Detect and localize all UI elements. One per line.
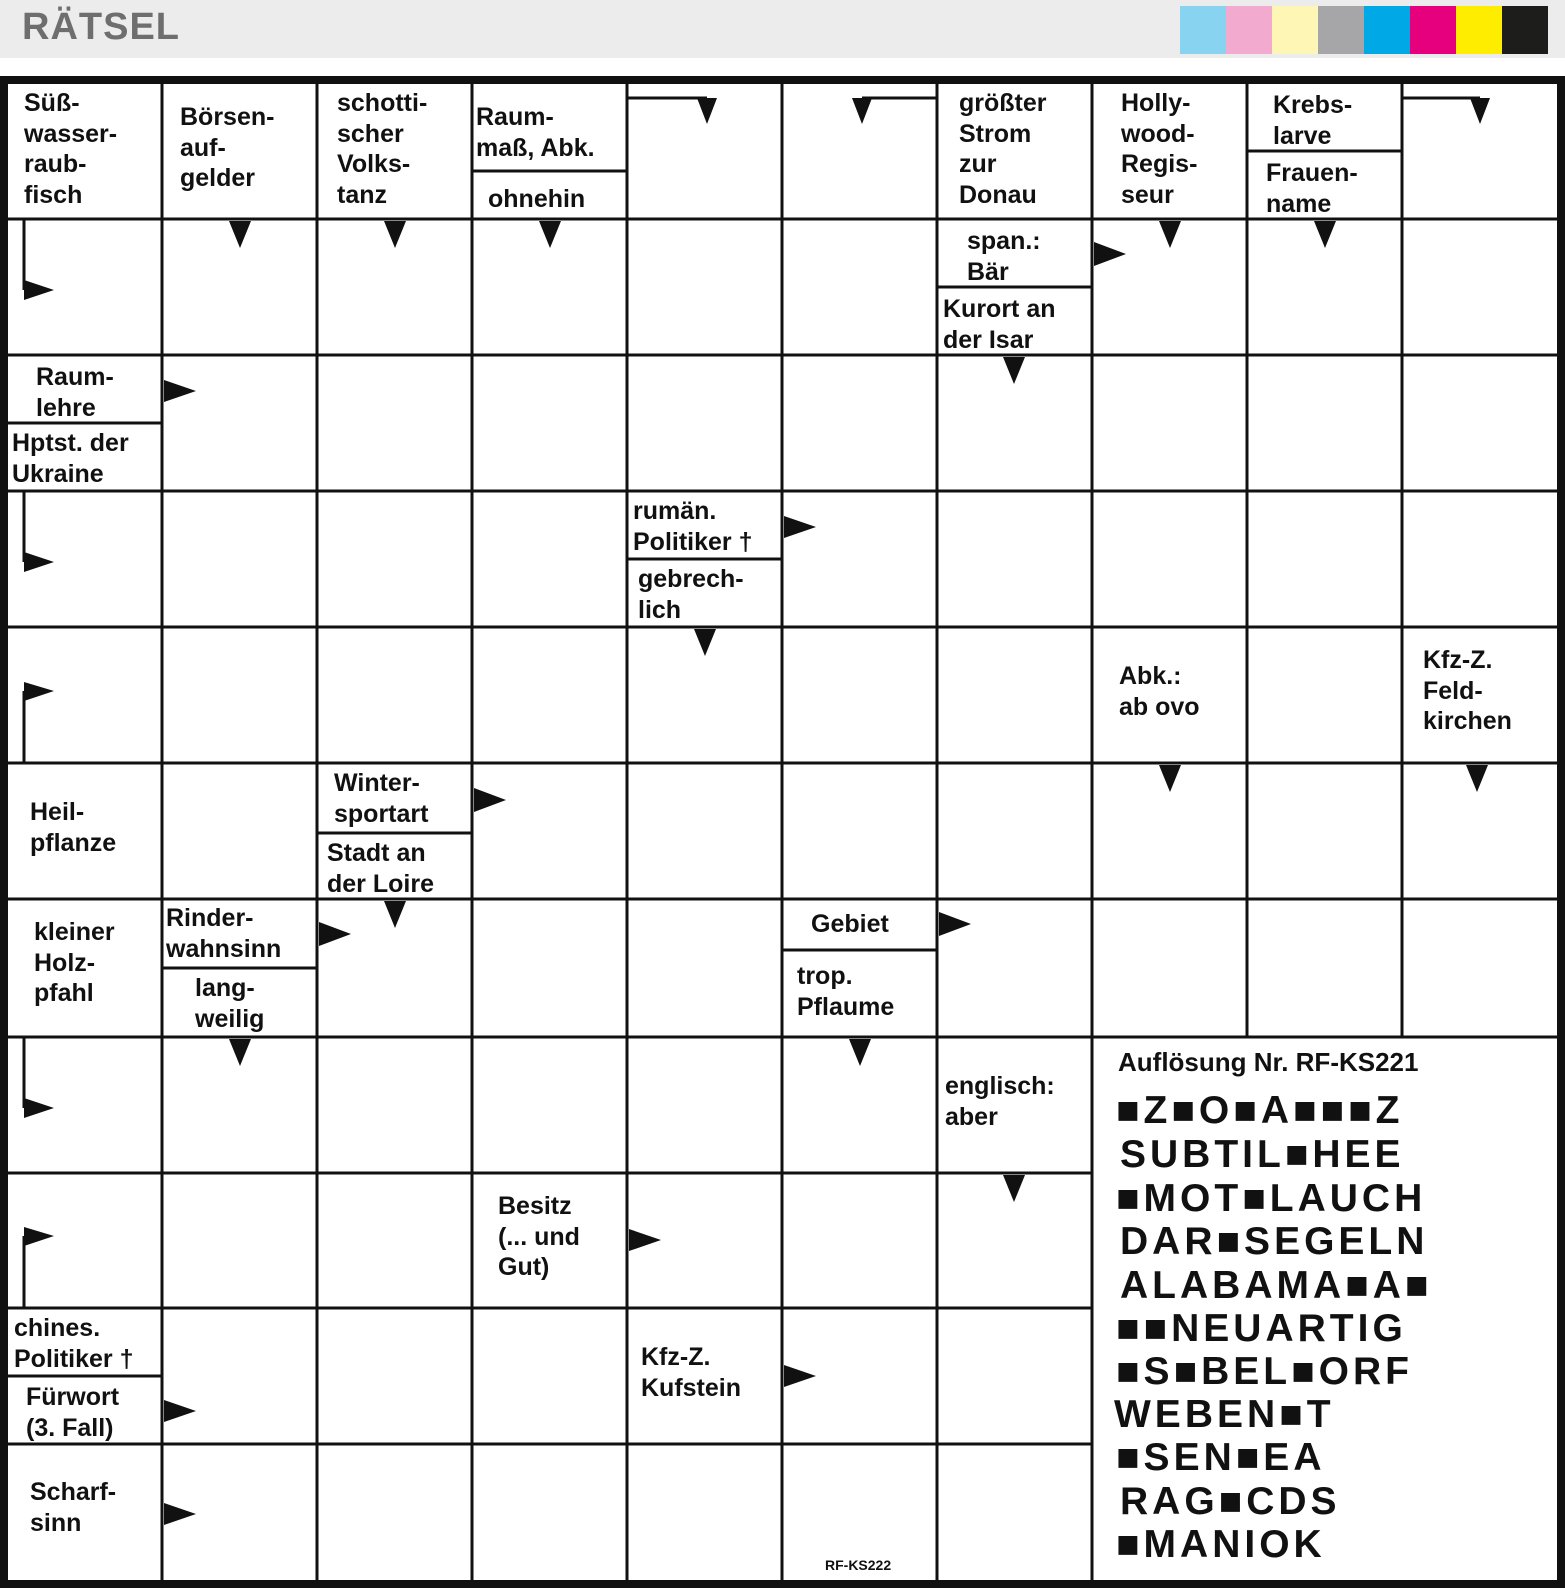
- arrow-right-icon: [24, 1098, 54, 1118]
- clue-frauenname: Frauen- name: [1266, 159, 1358, 218]
- arrow-right-icon: [164, 1503, 196, 1525]
- solution-row: ■MANIOK: [1116, 1523, 1326, 1566]
- clue-ohnehin: ohnehin: [488, 185, 586, 213]
- solution-row: ■MOT■LAUCH: [1116, 1177, 1427, 1220]
- arrow-down-icon: [539, 221, 561, 248]
- clue-heilpflanze: Heil- pflanze: [30, 798, 117, 857]
- clue-krebslarve: Krebs- larve: [1273, 91, 1353, 150]
- solution-row: SUBTIL■HEE: [1120, 1133, 1405, 1176]
- solution-row: WEBEN■T: [1114, 1393, 1335, 1436]
- arrow-down-icon: [1466, 765, 1488, 792]
- arrow-down-icon: [1314, 221, 1336, 248]
- solution-title: Auflösung Nr. RF-KS221: [1118, 1047, 1419, 1077]
- arrow-right-icon: [474, 788, 506, 812]
- clue-span-baer: span.: Bär: [967, 227, 1041, 286]
- clue-boersenaufgelder: Börsen- auf- gelder: [180, 103, 275, 192]
- arrow-right-icon: [24, 280, 54, 300]
- arrow-right-icon: [164, 380, 196, 402]
- clue-holzpfahl: kleiner Holz- pfahl: [34, 918, 115, 1007]
- arrow-right-icon: [784, 1365, 816, 1387]
- clue-kfz-kufstein: Kfz-Z. Kufstein: [641, 1343, 741, 1402]
- clue-groesster-strom: größter Strom zur Donau: [959, 89, 1047, 209]
- clue-hollywood-regisseur: Holly- wood- Regis- seur: [1121, 89, 1198, 209]
- arrow-down-icon: [697, 98, 717, 124]
- arrow-right-icon: [24, 682, 54, 701]
- arrow-right-icon: [24, 1227, 54, 1246]
- arrow-right-icon: [939, 912, 971, 936]
- clue-wintersportart: Winter- sportart: [334, 769, 429, 828]
- arrow-down-icon: [229, 1039, 251, 1066]
- clue-kurort-isar: Kurort an der Isar: [943, 295, 1056, 354]
- arrow-right-icon: [24, 552, 54, 572]
- arrow-right-icon: [1094, 242, 1126, 266]
- clue-chines-politiker: chines. Politiker †: [14, 1314, 134, 1373]
- arrow-down-icon: [1003, 357, 1025, 384]
- clue-langweilig: lang- weilig: [195, 974, 265, 1033]
- arrow-right-icon: [164, 1400, 196, 1422]
- arrow-down-icon: [1159, 765, 1181, 792]
- clue-englisch-aber: englisch: aber: [945, 1072, 1055, 1131]
- arrow-down-icon: [1470, 98, 1490, 124]
- arrow-down-icon: [229, 221, 251, 248]
- clue-scharfsinn: Scharf- sinn: [30, 1478, 117, 1537]
- solution-row: ALABAMA■A■: [1120, 1264, 1433, 1307]
- clue-suesswasserraubfisch: Süß- wasser- raub- fisch: [24, 89, 118, 209]
- arrow-down-icon: [849, 1039, 871, 1066]
- clue-gebiet: Gebiet: [811, 910, 889, 938]
- arrow-right-icon: [784, 516, 816, 538]
- clue-hptst-ukraine: Hptst. der Ukraine: [12, 429, 129, 488]
- clue-kfz-feldkirchen: Kfz-Z. Feld- kirchen: [1423, 646, 1512, 735]
- solution-row: ■SEN■EA: [1116, 1436, 1326, 1479]
- arrow-down-icon: [1003, 1175, 1025, 1202]
- arrow-down-icon: [384, 221, 406, 248]
- solution-row: RAG■CDS: [1120, 1480, 1341, 1523]
- arrow-down-icon: [852, 98, 872, 124]
- arrow-down-icon: [384, 901, 406, 928]
- page-title: RÄTSEL: [22, 6, 180, 48]
- solution-row: ■■NEUARTIG: [1116, 1307, 1407, 1350]
- solution-row: DAR■SEGELN: [1120, 1220, 1429, 1263]
- clue-gebrechlich: gebrech- lich: [638, 565, 744, 624]
- puzzle-code: RF-KS222: [825, 1557, 892, 1573]
- arrow-down-icon: [694, 629, 716, 656]
- arrow-right-icon: [319, 922, 351, 946]
- clue-raummass-abk: Raum- maß, Abk.: [476, 103, 595, 162]
- clue-schottischer-volkstanz: schotti- scher Volks- tanz: [337, 89, 428, 209]
- clue-rumaen-politiker: rumän. Politiker †: [633, 497, 753, 556]
- arrow-down-icon: [1159, 221, 1181, 248]
- clue-ab-ovo: Abk.: ab ovo: [1119, 662, 1200, 721]
- clue-trop-pflaume: trop. Pflaume: [797, 962, 895, 1021]
- solution-row: ■Z■O■A■■■Z: [1116, 1089, 1404, 1132]
- clue-stadt-loire: Stadt an der Loire: [327, 839, 434, 898]
- clue-fuerwort: Fürwort (3. Fall): [26, 1383, 120, 1442]
- clue-raumlehre: Raum- lehre: [36, 363, 114, 422]
- solution-row: ■S■BEL■ORF: [1116, 1350, 1414, 1393]
- clue-besitz: Besitz (... und Gut): [498, 1192, 580, 1281]
- arrow-right-icon: [629, 1229, 661, 1251]
- clue-rinderwahnsinn: Rinder- wahnsinn: [166, 904, 282, 963]
